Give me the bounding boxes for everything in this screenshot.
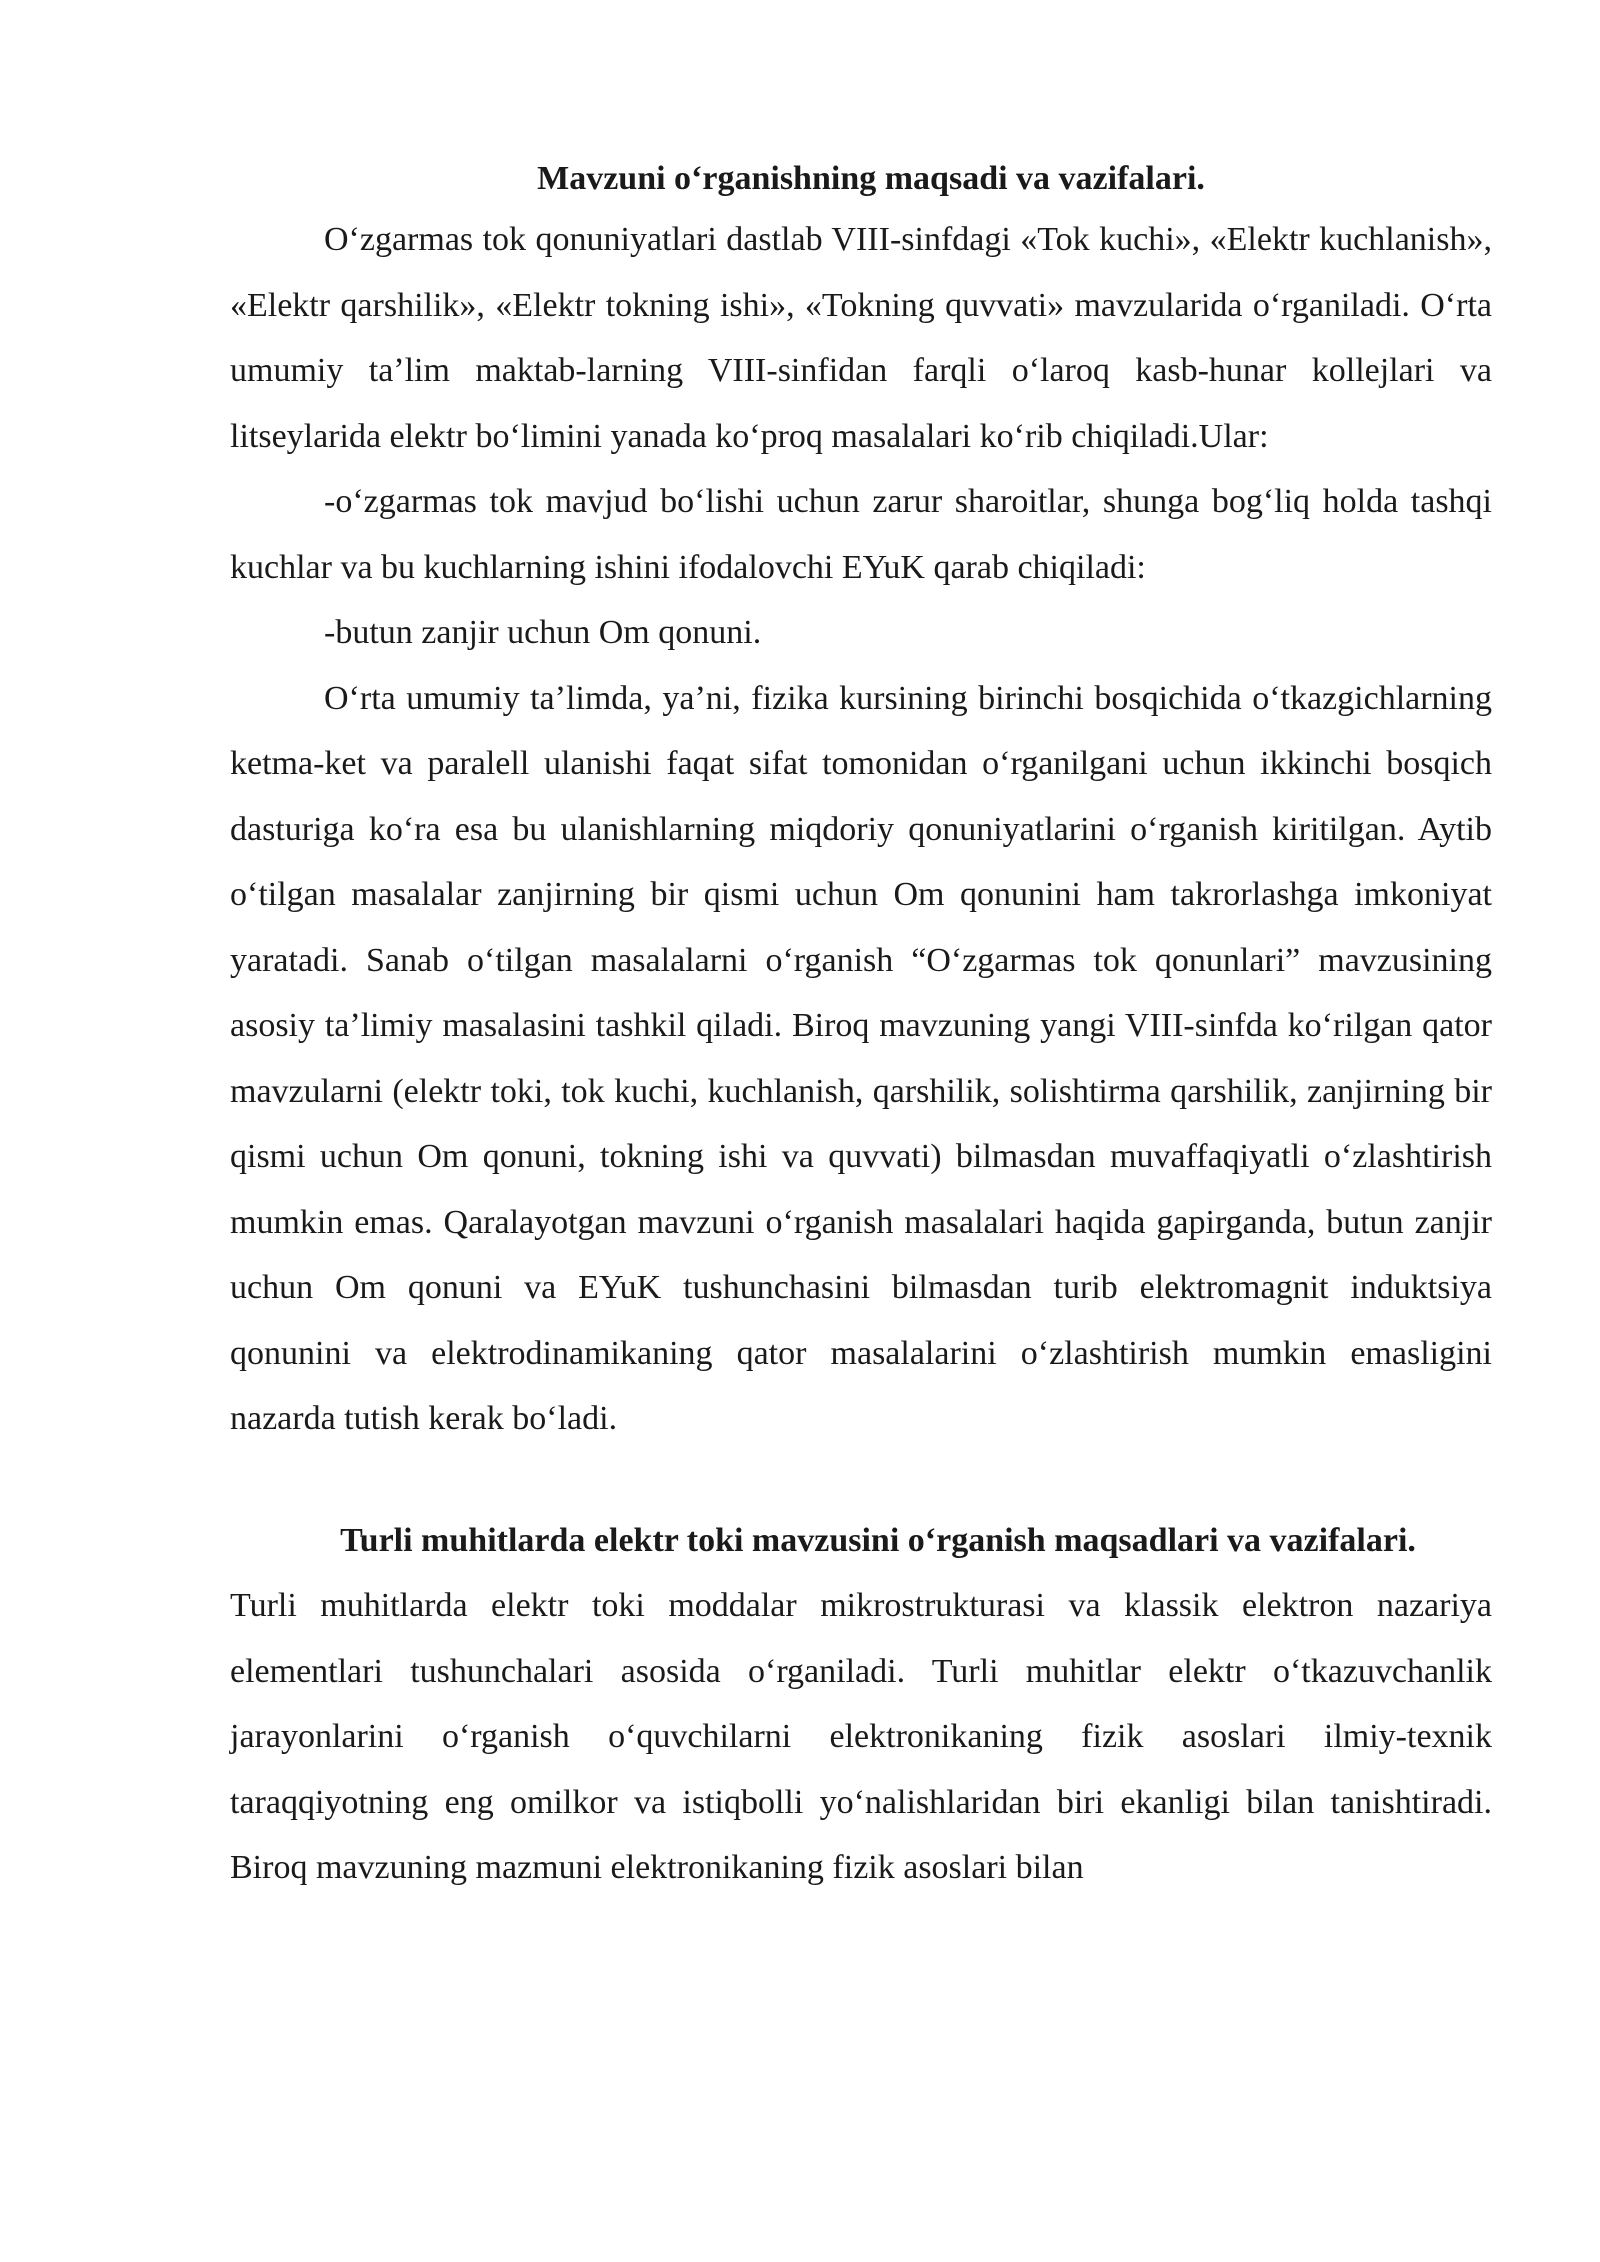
paragraph-media-body: Turli muhitlarda elektr toki moddalar mikrostrukturasi va klassik elektron nazariya elementlari tushunchalari asosida oʻrganiladi. Turli muhitlar elektr oʻtkazuvchanlik jarayonlarini oʻrganish oʻquvchilarni elektronikaning fizik asoslari ilmiy-texnik taraqqiyotning eng omilkor va istiqbolli yoʻnalishlaridan biri ekanligi bilan tanishtiradi. Biroq mavzuning mazmuni elektronikaning fizik asoslari bilan bbox=[230, 1587, 1492, 1886]
paragraph-list-item-1: -oʻzgarmas tok mavjud boʻlishi uchun zarur sharoitlar, shunga bogʻliq holda tashqi kuchlar va bu kuchlarning ishini ifodalovchi EYuK qarab chiqiladi: bbox=[230, 483, 1492, 586]
section-heading-media: Turli muhitlarda elektr toki mavzusini oʻrganish maqsadlari va vazifalari. bbox=[340, 1521, 1416, 1559]
section-heading-goals: Mavzuni oʻrganishning maqsadi va vazifalari. bbox=[537, 160, 1205, 197]
paragraph-intro: Oʻzgarmas tok qonuniyatlari dastlab VIII-sinfdagi «Tok kuchi», «Elektr kuchlanish», «Elektr qarshilik», «Elektr tokning ishi», «Tokning quvvati» mavzularida oʻrganiladi. Oʻrta umumiy taʼlim maktab-larning VIII-sinfidan farqli oʻlaroq kasb-hunar kollejlari va litseylarida elektr boʻlimini yanada koʻproq masalalari koʻrib chiqiladi.Ular: bbox=[230, 221, 1492, 455]
paragraph-body: Oʻrta umumiy taʼlimda, yaʼni, fizika kursining birinchi bosqichida oʻtkazgichlarning ketma-ket va paralell ulanishi faqat sifat tomonidan oʻrganilgani uchun ikkinchi bosqich dasturiga koʻra esa bu ulanishlarning miqdoriy qonuniyatlarini oʻrganish kiritilgan. Aytib oʻtilgan masalalar zanjirning bir qismi uchun Om qonunini ham takrorlashga imkoniyat yaratadi. Sanab oʻtilgan masalalarni oʻrganish “Oʻzgarmas tok qonunlari” mavzusining asosiy taʼlimiy masalasini tashkil qiladi. Biroq mavzuning yangi VIII-sinfda koʻrilgan qator mavzularni (elektr toki, tok kuchi, kuchlanish, qarshilik, solishtirma qarshilik, zanjirning bir qismi uchun Om qonuni, tokning ishi va quvvati) bilmasdan muvaffaqiyatli oʻzlashtirish mumkin emas. Qaralayotgan mavzuni oʻrganish masalalari haqida gapirganda, butun zanjir uchun Om qonuni va EYuK tushunchasini bilmasdan turib elektromagnit induktsiya qonunini va elektrodinamikaning qator masalalarini oʻzlashtirish mumkin emasligini nazarda tutish kerak boʻladi. bbox=[230, 679, 1492, 1437]
document-page bbox=[230, 150, 1492, 1901]
paragraph-list-item-2: -butun zanjir uchun Om qonuni. bbox=[324, 614, 762, 651]
